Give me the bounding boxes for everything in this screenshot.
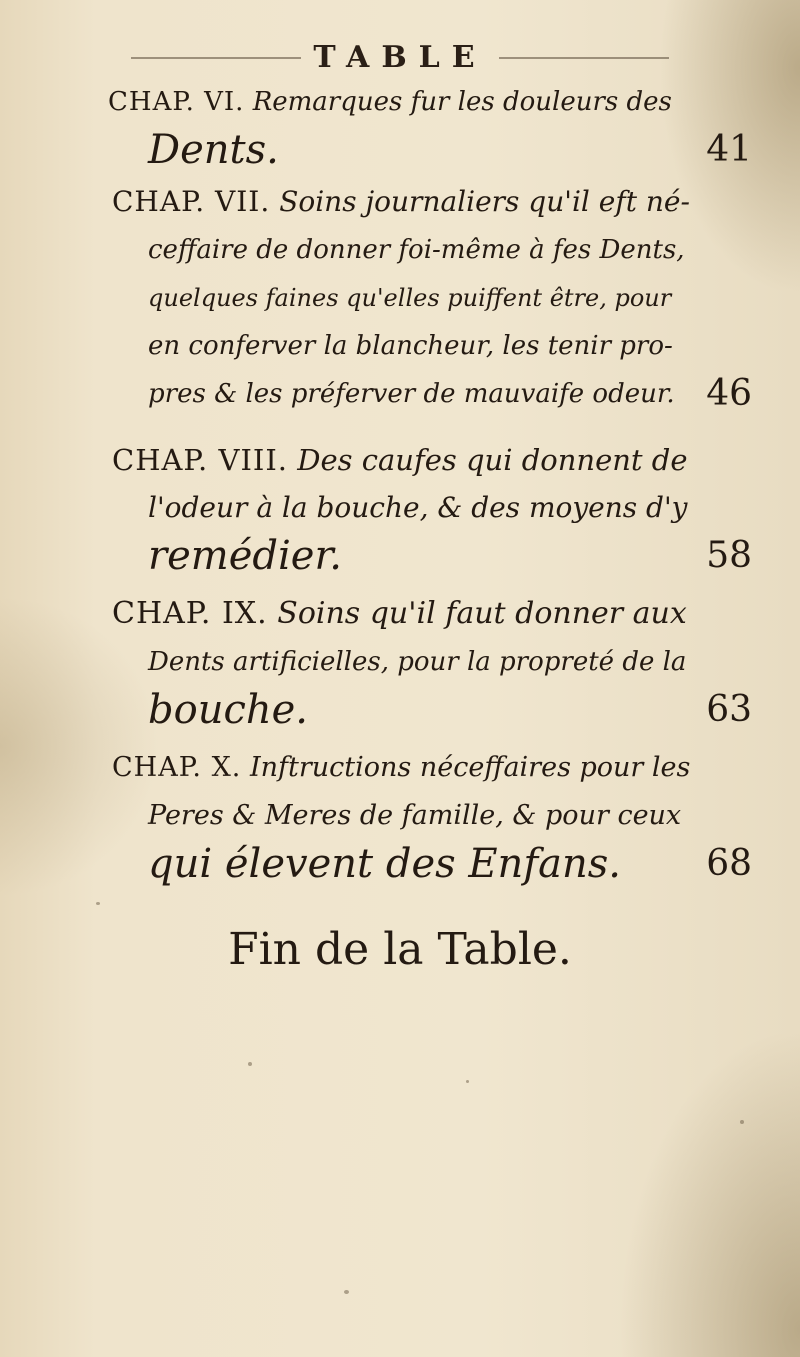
page-title: TABLE	[313, 40, 487, 75]
toc-entry-line	[112, 436, 688, 484]
chapter-title-continued: l'odeur à la bouche, & des moyens d'y	[148, 491, 688, 524]
chapter-label: CHAP. VII.	[112, 185, 271, 218]
chapter-title: Soins journaliers qu'il eft né-	[279, 185, 690, 218]
page-header	[0, 40, 800, 75]
chapter-label: CHAP. VIII.	[112, 443, 289, 477]
paper-speck	[344, 1290, 349, 1294]
chapter-title-continued: ceffaire de donner foi-même à fes Dents,	[148, 235, 685, 265]
end-of-table: Fin de la Table.	[228, 924, 572, 975]
page-number: 68	[706, 843, 752, 884]
page-number: 58	[706, 535, 752, 576]
chapter-title: Soins qu'il faut donner aux	[277, 596, 687, 631]
chapter-label: CHAP. VI.	[108, 87, 245, 117]
chapter-title: Remarques fur les douleurs des	[252, 87, 672, 117]
paper-speck	[466, 1080, 469, 1083]
chapter-title-continued: Dents.	[148, 127, 279, 173]
chapter-label: CHAP. IX.	[112, 596, 268, 631]
toc-entry-line	[112, 590, 687, 638]
paper-speck	[96, 902, 100, 905]
toc-entry-line	[112, 744, 690, 792]
page-number: 41	[706, 129, 752, 170]
chapter-title-continued: Peres & Meres de famille, & pour ceux	[148, 800, 682, 831]
toc-entry-line	[108, 78, 672, 126]
paper-speck	[248, 1062, 252, 1066]
chapter-title: Inftructions néceffaires pour les	[249, 752, 691, 783]
page-number: 46	[706, 373, 752, 414]
chapter-title-continued: Dents artificielles, pour la propreté de la	[148, 647, 687, 677]
chapter-title-continued: qui élevent des Enfans.	[148, 841, 621, 887]
chapter-title: Des caufes qui donnent de	[297, 443, 688, 477]
chapter-title-continued: remédier.	[148, 533, 342, 579]
chapter-title-continued: pres & les préferver de mauvaife odeur.	[148, 379, 675, 409]
paper-speck	[740, 1120, 744, 1124]
chapter-title-continued: quelques faines qu'elles puiffent être, pour	[148, 284, 672, 312]
header-rule-left	[131, 57, 301, 59]
chapter-label: CHAP. X.	[112, 752, 242, 783]
chapter-title-continued: en conferver la blancheur, les tenir pro-	[148, 331, 673, 361]
header-rule-right	[499, 57, 669, 59]
page-number: 63	[706, 689, 752, 730]
chapter-title-continued: bouche.	[148, 687, 308, 733]
toc-entry-line	[112, 178, 690, 226]
